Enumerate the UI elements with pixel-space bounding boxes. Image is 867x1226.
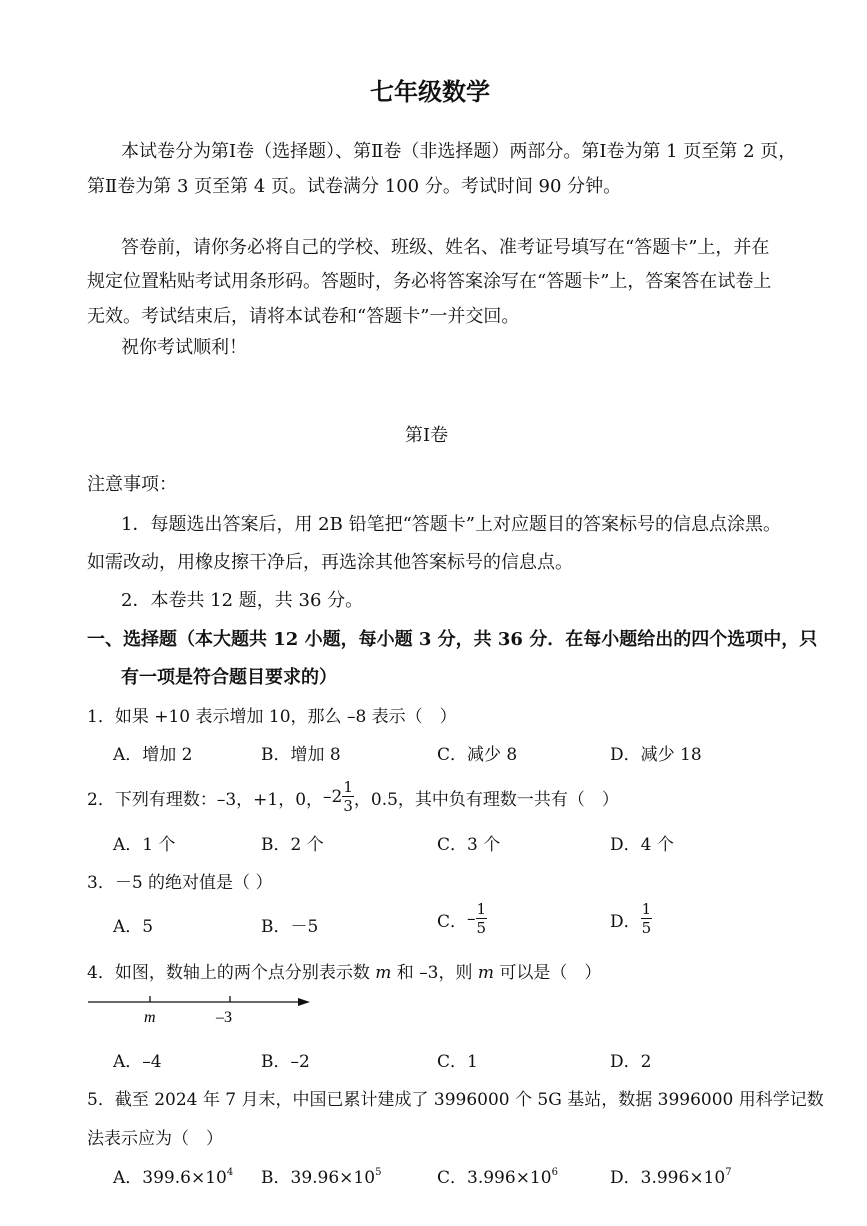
question-2-option-d: D．4 个 (610, 835, 674, 855)
question-1-option-c: C．减少 8 (437, 745, 518, 765)
number-line-figure (86, 992, 316, 1032)
question-5-option-b (261, 1163, 381, 1188)
question-2-stem (87, 780, 619, 814)
intro-paragraph-2-line-3: 无效。考试结束后，请将本试卷和“答题卡”一并交回。 (87, 306, 520, 327)
question-4-stem-a: 4．如图，数轴上的两个点分别表示数 (87, 963, 376, 983)
option-d-denominator: 5 (641, 919, 652, 937)
intro-paragraph-1-line-1: 本试卷分为第Ⅰ卷（选择题）、第Ⅱ卷（非选择题）两部分。第Ⅰ卷为第 1 页至第 2 页， (121, 141, 797, 162)
section-heading: 第Ⅰ卷 (405, 425, 449, 446)
option-exponent: 4 (226, 1167, 234, 1178)
question-5-stem-line-2: 法表示应为（ ） (87, 1129, 223, 1149)
option-label: C． (437, 1168, 468, 1188)
option-c-fraction (476, 902, 488, 936)
tick-label-minus-3: –3 (216, 1009, 232, 1026)
question-2-stem-end: ，0.5，其中负有理数一共有（ ） (353, 789, 619, 810)
part-heading-line-2: 有一项是符合题目要求的） (121, 667, 337, 688)
option-d-numerator: 1 (641, 900, 652, 918)
question-2-option-c: C．3 个 (437, 835, 501, 855)
intro-paragraph-1-line-2: 第Ⅱ卷为第 3 页至第 4 页。试卷满分 100 分。考试时间 90 分钟。 (87, 176, 622, 197)
option-times: ×10 (515, 1168, 552, 1188)
part-heading-line-1: 一、选择题（本大题共 12 小题，每小题 3 分，共 36 分．在每小题给出的四个选项中，只 (87, 629, 818, 650)
option-label: B． (261, 1168, 291, 1188)
question-4-stem-b: 和 –3，则 (391, 963, 478, 983)
option-exponent: 7 (725, 1167, 732, 1178)
option-d-label: D． (610, 911, 641, 932)
tick-label-m: m (144, 1009, 156, 1026)
question-2-option-a: A．1 个 (113, 835, 176, 855)
option-times: ×10 (190, 1168, 227, 1188)
fraction-denominator: 3 (343, 797, 353, 815)
question-4-option-d: D．2 (610, 1052, 652, 1072)
option-c-numerator: 1 (476, 900, 487, 918)
option-c-denominator: 5 (476, 919, 487, 937)
question-3-stem: 3．－5 的绝对值是（ ） (87, 873, 273, 893)
question-2-stem-start: 2．下列有理数：–3，+1，0， (87, 789, 324, 810)
mixed-fraction-whole: –2 (323, 787, 343, 807)
question-5-option-c (437, 1163, 558, 1188)
question-4-stem-c: 可以是（ ） (494, 963, 602, 983)
question-4-option-b: B．–2 (261, 1052, 310, 1072)
question-1-option-d: D．减少 18 (610, 745, 702, 765)
intro-paragraph-3: 祝你考试顺利！ (121, 337, 247, 358)
question-5-stem-line-1: 5．截至 2024 年 7 月末，中国已累计建成了 3996000 个 5G 基站，数据 3996000 用科学记数 (87, 1090, 824, 1110)
question-5-option-a (113, 1163, 233, 1188)
intro-paragraph-2-line-2: 规定位置粘贴考试用条形码。答题时，务必将答案涂写在“答题卡”上，答案答在试卷上 (87, 271, 772, 292)
option-c-label: C． (437, 911, 468, 932)
option-exponent: 5 (375, 1167, 382, 1178)
question-2-option-b: B．2 个 (261, 835, 324, 855)
page-title: 七年级数学 (370, 77, 490, 106)
question-4-stem (87, 958, 601, 983)
number-line-arrow (298, 998, 310, 1006)
option-mantissa: 3.996 (640, 1168, 690, 1188)
question-3-option-c (437, 902, 487, 936)
option-exponent: 6 (551, 1167, 558, 1178)
question-1-stem: 1．如果 +10 表示增加 10，那么 –8 表示（ ） (87, 707, 457, 727)
option-mantissa: 3.996 (467, 1168, 516, 1188)
fraction (342, 780, 354, 814)
question-3-option-a: A．5 (113, 917, 154, 937)
question-1-option-b: B．增加 8 (261, 745, 341, 765)
note-1-line-1: 1．每题选出答案后，用 2B 铅笔把“答题卡”上对应题目的答案标号的信息点涂黑。 (121, 514, 781, 535)
option-c-sign: – (467, 909, 476, 929)
question-5-option-d (610, 1163, 732, 1188)
note-2: 2．本卷共 12 题，共 36 分。 (121, 590, 364, 611)
option-d-fraction (641, 902, 653, 936)
fraction-numerator: 1 (343, 778, 353, 796)
intro-paragraph-2-line-1: 答卷前，请你务必将自己的学校、班级、姓名、准考证号填写在“答题卡”上，并在 (121, 237, 770, 258)
question-3-option-b: B．－5 (261, 917, 319, 937)
option-label: A． (113, 1168, 143, 1188)
option-label: D． (610, 1168, 641, 1188)
question-3-option-d (610, 902, 652, 936)
variable-m: m (375, 963, 392, 983)
option-times: ×10 (339, 1168, 376, 1188)
question-1-option-a: A．增加 2 (113, 745, 193, 765)
option-mantissa: 39.96 (290, 1168, 340, 1188)
question-4-option-a: A．–4 (113, 1052, 162, 1072)
question-4-option-c: C．1 (437, 1052, 478, 1072)
note-1-line-2: 如需改动，用橡皮擦干净后，再选涂其他答案标号的信息点。 (87, 552, 573, 573)
notes-label: 注意事项： (87, 474, 177, 495)
mixed-fraction (323, 780, 354, 814)
option-mantissa: 399.6 (142, 1168, 191, 1188)
variable-m: m (477, 963, 495, 983)
option-times: ×10 (689, 1168, 726, 1188)
